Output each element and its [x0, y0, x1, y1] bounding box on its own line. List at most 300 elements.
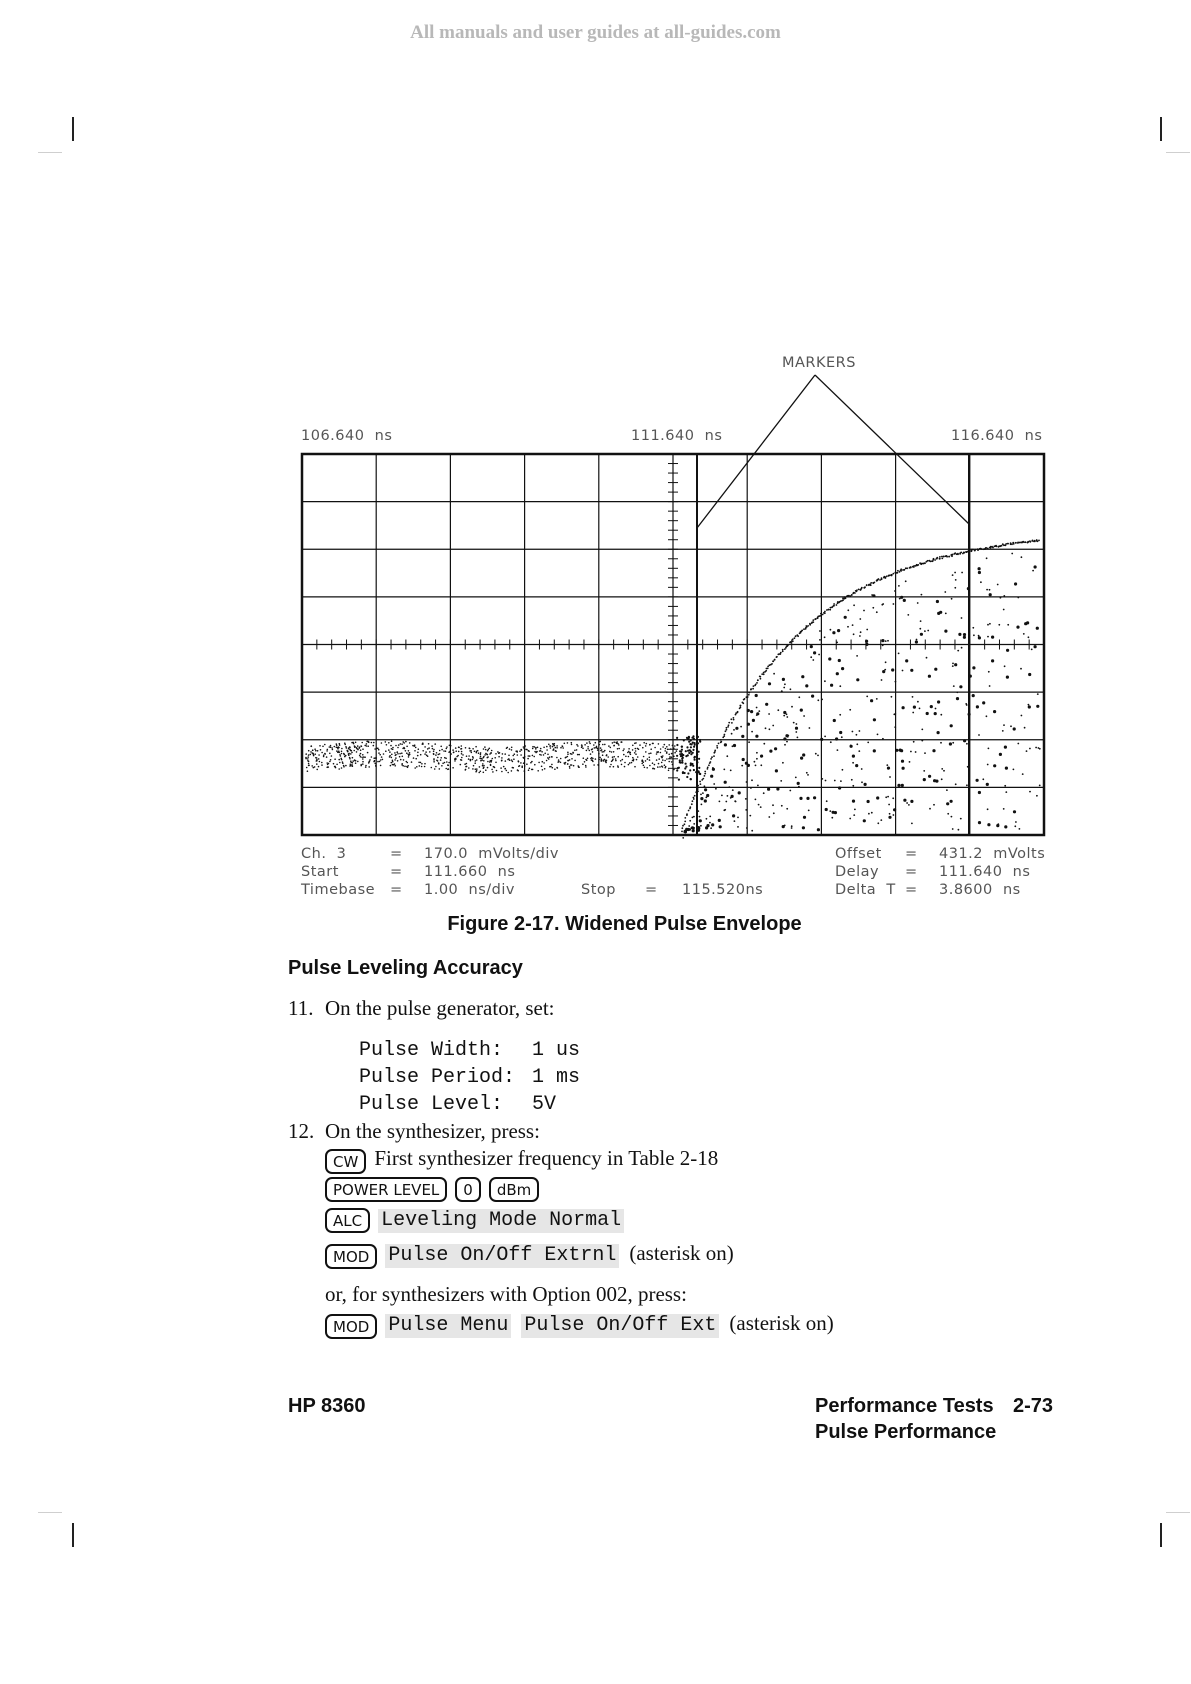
time-label-center: 111.640 ns: [631, 428, 723, 444]
keyline-mod: [325, 1241, 734, 1269]
baseline-noise-dot: [402, 741, 404, 743]
baseline-noise-dot: [634, 752, 636, 754]
envelope-edge-dot: [776, 656, 778, 658]
pulse-scatter-dot: [1028, 704, 1030, 706]
pulse-scatter-dot: [700, 825, 702, 827]
pulse-scatter-dot: [921, 740, 923, 742]
pulse-scatter-dot: [777, 709, 779, 711]
baseline-noise-dot: [471, 752, 473, 754]
baseline-noise-dot: [502, 753, 504, 755]
pulse-on-off-ext-softkey[interactable]: Pulse On/Off Ext: [521, 1314, 719, 1338]
pulse-scatter-dot: [1038, 747, 1040, 749]
transition-dot: [690, 762, 692, 764]
readout-timebase-label: Timebase: [301, 882, 376, 898]
baseline-noise-dot: [617, 756, 619, 758]
baseline-noise-dot: [571, 758, 573, 760]
envelope-edge-dot: [772, 660, 774, 662]
pulse-scatter-dot: [993, 710, 996, 713]
baseline-noise-dot: [398, 744, 400, 746]
envelope-edge-dot: [842, 599, 844, 601]
transition-dot: [697, 736, 699, 738]
baseline-noise-dot: [606, 754, 608, 756]
pulse-scatter-dot: [1017, 597, 1019, 599]
baseline-noise-dot: [321, 752, 323, 754]
baseline-noise-dot: [550, 745, 552, 747]
baseline-noise-dot: [472, 759, 474, 761]
baseline-noise-dot: [546, 749, 548, 751]
pulse-scatter-dot: [802, 826, 805, 829]
baseline-noise-dot: [381, 756, 383, 758]
pulse-scatter-dot: [966, 784, 968, 786]
envelope-edge-dot: [767, 668, 769, 670]
baseline-noise-dot: [516, 750, 518, 752]
pulse-scatter-dot: [724, 781, 726, 783]
baseline-noise-dot: [317, 750, 319, 752]
baseline-noise-dot: [617, 748, 619, 750]
baseline-noise-dot: [468, 755, 470, 757]
baseline-noise-dot: [389, 756, 391, 758]
baseline-noise-dot: [415, 747, 417, 749]
baseline-noise-dot: [600, 741, 602, 743]
baseline-noise-dot: [630, 754, 632, 756]
pulse-scatter-dot: [961, 572, 963, 574]
baseline-noise-dot: [310, 754, 312, 756]
baseline-noise-dot: [424, 766, 426, 768]
pulse-scatter-dot: [932, 749, 935, 752]
pulse-scatter-dot: [735, 727, 738, 730]
baseline-noise-dot: [468, 758, 470, 760]
baseline-noise-dot: [629, 762, 631, 764]
readout-ch-eq: =: [390, 846, 403, 862]
pulse-scatter-dot: [860, 631, 862, 633]
leveling-mode-normal-softkey[interactable]: Leveling Mode Normal: [378, 1209, 624, 1233]
baseline-noise-dot: [519, 750, 521, 752]
zero-key[interactable]: 0: [455, 1177, 481, 1202]
envelope-edge-dot: [731, 722, 733, 724]
envelope-edge-dot: [752, 688, 754, 690]
readout-timebase-eq: =: [390, 882, 403, 898]
baseline-noise-dot: [643, 742, 645, 744]
baseline-noise-dot: [569, 766, 571, 768]
pulse-scatter-dot: [910, 751, 912, 753]
baseline-noise-dot: [577, 745, 579, 747]
baseline-noise-dot: [359, 755, 361, 757]
baseline-noise-dot: [397, 753, 399, 755]
pulse-scatter-dot: [955, 579, 957, 581]
pulse-scatter-dot: [1016, 626, 1019, 629]
baseline-noise-dot: [404, 748, 406, 750]
transition-dot: [678, 779, 680, 781]
baseline-noise-dot: [599, 757, 601, 759]
envelope-edge-dot: [903, 569, 905, 571]
pulse-scatter-dot: [870, 699, 873, 702]
pulse-scatter-dot: [863, 819, 866, 822]
envelope-edge-dot: [1007, 543, 1009, 545]
pulse-scatter-dot: [924, 752, 926, 754]
baseline-noise-dot: [517, 754, 519, 756]
baseline-noise-dot: [336, 764, 338, 766]
baseline-noise-dot: [565, 757, 567, 759]
envelope-edge-dot: [820, 613, 822, 615]
baseline-noise-dot: [662, 746, 664, 748]
pulse-scatter-dot: [1002, 730, 1004, 732]
baseline-noise-dot: [428, 743, 430, 745]
baseline-noise-dot: [662, 755, 664, 757]
envelope-edge-dot: [695, 791, 697, 793]
pulse-scatter-dot: [791, 827, 793, 829]
baseline-noise-dot: [649, 744, 651, 746]
baseline-noise-dot: [402, 756, 404, 758]
pulse-menu-softkey[interactable]: Pulse Menu: [385, 1314, 511, 1338]
pulse-scatter-dot: [756, 707, 758, 709]
mod-key[interactable]: MOD: [325, 1244, 377, 1269]
baseline-noise-dot: [315, 750, 317, 752]
baseline-noise-dot: [634, 766, 636, 768]
pulse-scatter-dot: [841, 667, 844, 670]
baseline-noise-dot: [418, 762, 420, 764]
pulse-scatter-dot: [917, 701, 919, 703]
baseline-noise-dot: [668, 744, 670, 746]
baseline-noise-dot: [560, 747, 562, 749]
baseline-noise-dot: [623, 748, 625, 750]
pulse-scatter-dot: [937, 731, 940, 734]
envelope-edge-dot: [824, 611, 826, 613]
envelope-edge-dot: [1001, 545, 1003, 547]
transition-dot: [681, 749, 683, 751]
baseline-noise-dot: [487, 761, 489, 763]
baseline-noise-dot: [595, 758, 597, 760]
baseline-noise-dot: [551, 764, 553, 766]
baseline-noise-dot: [612, 758, 614, 760]
baseline-noise-dot: [518, 766, 520, 768]
baseline-noise-dot: [587, 758, 589, 760]
transition-dot: [698, 758, 700, 760]
baseline-noise-dot: [448, 751, 450, 753]
baseline-noise-dot: [390, 765, 392, 767]
pulse-scatter-dot: [700, 794, 702, 796]
baseline-noise-dot: [366, 745, 368, 747]
baseline-noise-dot: [431, 745, 433, 747]
baseline-noise-dot: [549, 756, 551, 758]
pulse-scatter-dot: [813, 651, 816, 654]
baseline-noise-dot: [319, 761, 321, 763]
baseline-noise-dot: [445, 768, 447, 770]
pulse-scatter-dot: [901, 760, 904, 763]
baseline-noise-dot: [602, 754, 604, 756]
pulse-scatter-dot: [907, 614, 909, 616]
pulse-scatter-dot: [686, 829, 688, 831]
baseline-noise-dot: [567, 760, 569, 762]
pulse-on-off-extrnl-softkey[interactable]: Pulse On/Off Extrnl: [385, 1244, 619, 1268]
envelope-edge-dot: [744, 698, 746, 700]
baseline-noise-dot: [431, 767, 433, 769]
pulse-scatter-dot: [746, 827, 748, 829]
envelope-edge-dot: [747, 696, 749, 698]
cw-key[interactable]: CW: [325, 1149, 366, 1174]
baseline-noise-dot: [377, 761, 379, 763]
baseline-noise-dot: [551, 756, 553, 758]
baseline-noise-dot: [452, 767, 454, 769]
alc-key[interactable]: ALC: [325, 1208, 370, 1233]
baseline-noise-dot: [331, 747, 333, 749]
baseline-noise-dot: [352, 765, 354, 767]
pulse-scatter-dot: [838, 786, 841, 789]
transition-dot: [686, 737, 688, 739]
baseline-noise-dot: [478, 752, 480, 754]
baseline-noise-dot: [508, 755, 510, 757]
baseline-noise-dot: [332, 749, 334, 751]
pulse-scatter-dot: [763, 792, 765, 794]
pulse-scatter-dot: [826, 800, 828, 802]
baseline-noise-dot: [472, 748, 474, 750]
envelope-edge-dot: [748, 694, 750, 696]
readout-delta-value: 3.8600 ns: [939, 882, 1021, 898]
pulse-scatter-dot: [772, 804, 774, 806]
baseline-noise-dot: [598, 765, 600, 767]
baseline-noise-dot: [352, 760, 354, 762]
baseline-noise-dot: [556, 747, 558, 749]
baseline-noise-dot: [367, 752, 369, 754]
baseline-noise-dot: [378, 752, 380, 754]
pulse-scatter-dot: [737, 817, 739, 819]
pulse-scatter-dot: [909, 761, 911, 763]
baseline-noise-dot: [495, 753, 497, 755]
pulse-scatter-dot: [987, 823, 990, 826]
baseline-noise-dot: [314, 753, 316, 755]
baseline-noise-dot: [643, 765, 645, 767]
baseline-noise-dot: [448, 762, 450, 764]
baseline-noise-dot: [407, 767, 409, 769]
baseline-noise-dot: [324, 744, 326, 746]
baseline-noise-dot: [656, 751, 658, 753]
pulse-scatter-dot: [876, 698, 878, 700]
baseline-noise-dot: [586, 750, 588, 752]
baseline-noise-dot: [441, 749, 443, 751]
baseline-noise-dot: [666, 758, 668, 760]
pulse-scatter-dot: [1014, 582, 1017, 585]
baseline-noise-dot: [414, 750, 416, 752]
baseline-noise-dot: [564, 762, 566, 764]
baseline-noise-dot: [609, 751, 611, 753]
pulse-scatter-dot: [877, 822, 879, 824]
envelope-edge-dot: [691, 803, 693, 805]
dbm-key[interactable]: dBm: [489, 1177, 539, 1202]
baseline-noise-dot: [542, 769, 544, 771]
baseline-noise-dot: [341, 753, 343, 755]
envelope-edge-dot: [733, 717, 735, 719]
envelope-edge-dot: [723, 735, 725, 737]
baseline-noise-dot: [625, 756, 627, 758]
pulse-scatter-dot: [855, 764, 858, 767]
pulse-scatter-dot: [833, 719, 836, 722]
power-level-key[interactable]: POWER LEVEL: [325, 1177, 447, 1202]
pulse-scatter-dot: [724, 743, 727, 746]
envelope-edge-dot: [714, 751, 716, 753]
pulse-scatter-dot: [751, 779, 753, 781]
envelope-edge-dot: [725, 730, 727, 732]
pulse-scatter-dot: [865, 640, 868, 643]
baseline-noise-dot: [483, 748, 485, 750]
pulse-scatter-dot: [910, 800, 913, 803]
baseline-noise-dot: [330, 759, 332, 761]
baseline-noise-dot: [632, 745, 634, 747]
baseline-noise-dot: [674, 745, 676, 747]
pulse-scatter-dot: [898, 653, 900, 655]
baseline-noise-dot: [408, 755, 410, 757]
pulse-scatter-dot: [793, 722, 795, 724]
pulse-scatter-dot: [959, 685, 962, 688]
pulse-scatter-dot: [789, 790, 791, 792]
pulse-scatter-dot: [853, 814, 855, 816]
option-002-text: or, for synthesizers with Option 002, press:: [325, 1282, 687, 1306]
baseline-noise-dot: [661, 762, 663, 764]
baseline-noise-dot: [397, 747, 399, 749]
pulse-scatter-dot: [817, 755, 819, 757]
pulse-scatter-dot: [682, 837, 684, 839]
pulse-scatter-dot: [928, 675, 931, 678]
baseline-noise-dot: [550, 747, 552, 749]
baseline-noise-dot: [487, 767, 489, 769]
baseline-noise-dot: [555, 747, 557, 749]
transition-dot: [691, 743, 693, 745]
baseline-noise-dot: [511, 749, 513, 751]
baseline-noise-dot: [348, 753, 350, 755]
baseline-noise-dot: [543, 747, 545, 749]
readout-ch-label: Ch. 3: [301, 846, 347, 862]
pulse-scatter-dot: [921, 594, 923, 596]
pulse-scatter-dot: [972, 627, 974, 629]
envelope-edge-dot: [707, 768, 709, 770]
baseline-noise-dot: [635, 750, 637, 752]
pulse-scatter-dot: [911, 823, 913, 825]
pulse-scatter-dot: [987, 808, 989, 810]
baseline-noise-dot: [388, 742, 390, 744]
baseline-noise-dot: [466, 766, 468, 768]
transition-dot: [696, 754, 698, 756]
pulse-scatter-dot: [1017, 743, 1019, 745]
baseline-noise-dot: [605, 762, 607, 764]
pulse-scatter-dot: [768, 713, 770, 715]
envelope-edge-dot: [1029, 540, 1031, 542]
pulse-scatter-dot: [806, 772, 808, 774]
pulse-scatter-dot: [712, 767, 714, 769]
pulse-scatter-dot: [783, 737, 786, 740]
pulse-scatter-dot: [747, 709, 750, 712]
envelope-edge-dot: [711, 756, 713, 758]
baseline-noise-dot: [635, 742, 637, 744]
baseline-noise-dot: [351, 752, 353, 754]
pulse-scatter-dot: [737, 826, 739, 828]
pulse-scatter-dot: [859, 635, 861, 637]
envelope-edge-dot: [874, 582, 876, 584]
pulse-scatter-dot: [967, 587, 970, 590]
baseline-noise-dot: [391, 757, 393, 759]
baseline-noise-dot: [652, 768, 654, 770]
pulse-scatter-dot: [709, 822, 711, 824]
pulse-scatter-dot: [839, 731, 842, 734]
baseline-noise-dot: [388, 749, 390, 751]
pulse-scatter-dot: [902, 670, 904, 672]
baseline-noise-dot: [574, 750, 576, 752]
pulse-scatter-dot: [834, 780, 836, 782]
envelope-edge-dot: [702, 778, 704, 780]
pulse-scatter-dot: [688, 825, 690, 827]
envelope-edge-dot: [815, 618, 817, 620]
baseline-noise-dot: [369, 761, 371, 763]
baseline-noise-dot: [576, 749, 578, 751]
pulse-scatter-dot: [741, 735, 744, 738]
pulse-scatter-dot: [1006, 649, 1009, 652]
baseline-noise-dot: [676, 750, 678, 752]
envelope-edge-dot: [710, 761, 712, 763]
setting-pulse-width-value: 1 us: [532, 1039, 581, 1062]
baseline-noise-dot: [314, 766, 316, 768]
envelope-edge-dot: [967, 551, 969, 553]
baseline-noise-dot: [520, 762, 522, 764]
baseline-noise-dot: [524, 756, 526, 758]
envelope-edge-dot: [765, 670, 767, 672]
asterisk-note-option: (asterisk on): [729, 1311, 834, 1335]
pulse-scatter-dot: [949, 742, 952, 745]
baseline-noise-dot: [665, 766, 667, 768]
envelope-edge-dot: [943, 556, 945, 558]
baseline-noise-dot: [305, 757, 307, 759]
envelope-edge-dot: [924, 562, 926, 564]
pulse-scatter-dot: [1028, 636, 1030, 638]
baseline-noise-dot: [664, 750, 666, 752]
pulse-scatter-dot: [1026, 750, 1028, 752]
pulse-scatter-dot: [910, 669, 913, 672]
pulse-scatter-dot: [1003, 724, 1005, 726]
envelope-edge-dot: [910, 567, 912, 569]
baseline-noise-dot: [320, 749, 322, 751]
transition-dot: [685, 763, 687, 765]
footer-chapter: Performance Tests: [815, 1395, 994, 1417]
baseline-noise-dot: [436, 752, 438, 754]
baseline-noise-dot: [469, 748, 471, 750]
pulse-scatter-dot: [852, 755, 855, 758]
pulse-scatter-dot: [723, 809, 725, 811]
pulse-scatter-dot: [943, 770, 945, 772]
baseline-noise-dot: [338, 759, 340, 761]
envelope-edge-dot: [755, 684, 757, 686]
baseline-noise-dot: [657, 766, 659, 768]
pulse-scatter-dot: [933, 779, 936, 782]
pulse-scatter-dot: [795, 727, 798, 730]
baseline-noise-dot: [581, 745, 583, 747]
baseline-noise-dot: [624, 762, 626, 764]
envelope-edge-dot: [787, 644, 789, 646]
keyline-mod-option: [325, 1311, 834, 1339]
envelope-edge-dot: [771, 663, 773, 665]
pulse-scatter-dot: [784, 683, 786, 685]
baseline-noise-dot: [635, 753, 637, 755]
transition-dot: [688, 752, 690, 754]
pulse-scatter-dot: [888, 816, 891, 819]
baseline-noise-dot: [592, 758, 594, 760]
envelope-edge-dot: [960, 552, 962, 554]
baseline-noise-dot: [499, 752, 501, 754]
baseline-noise-dot: [308, 750, 310, 752]
baseline-noise-dot: [485, 769, 487, 771]
baseline-noise-dot: [645, 751, 647, 753]
baseline-noise-dot: [457, 755, 459, 757]
pulse-scatter-dot: [954, 572, 956, 574]
baseline-noise-dot: [667, 749, 669, 751]
mod-key-option[interactable]: MOD: [325, 1314, 377, 1339]
setting-pulse-level-value: 5V: [532, 1093, 557, 1116]
baseline-noise-dot: [433, 753, 435, 755]
